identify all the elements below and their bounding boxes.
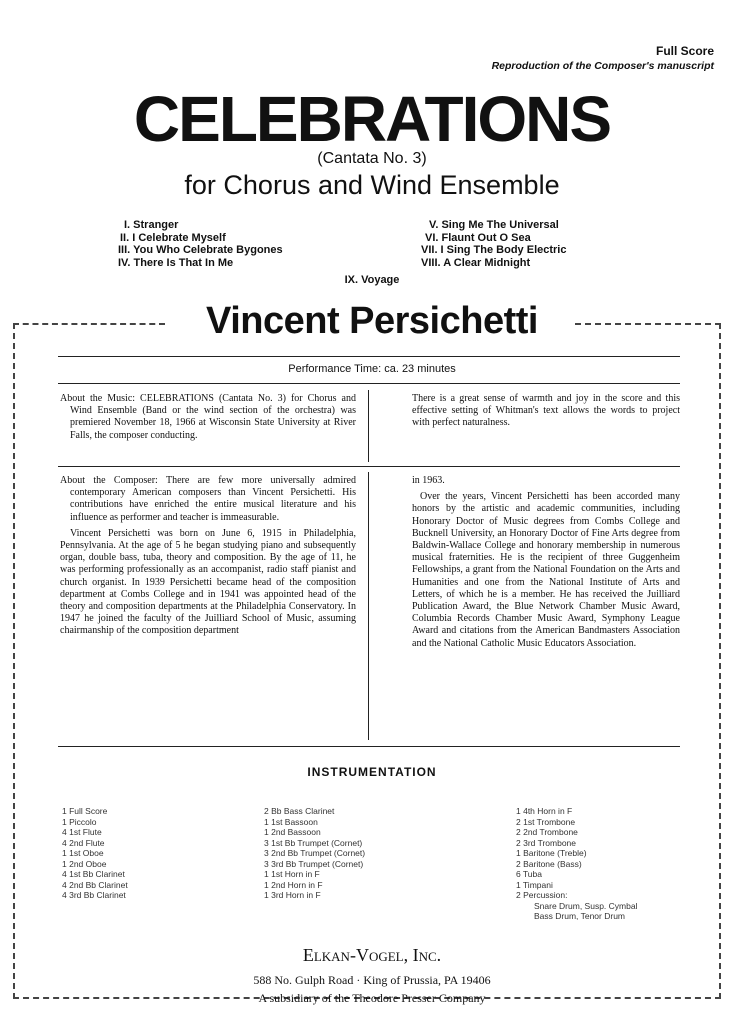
publisher-address: 588 No. Gulph Road · King of Prussia, PA 19406 <box>253 973 491 987</box>
movement-item: III. You Who Celebrate Bygones <box>118 244 283 256</box>
list-item: Bass Drum, Tenor Drum <box>534 911 626 921</box>
list-item: 1 4th Horn in F <box>516 806 573 816</box>
page-title: CELEBRATIONS <box>133 83 611 155</box>
list-item: 1 Timpani <box>516 879 553 890</box>
divider <box>58 356 680 357</box>
movement-item: VIII. A Clear Midnight <box>421 256 531 269</box>
subtitle-ensemble: for Chorus and Wind Ensemble <box>184 170 560 200</box>
publisher-name: Elkan-Vogel, Inc. <box>302 945 442 965</box>
list-item: 1 3rd Horn in F <box>264 890 321 900</box>
about-composer-p2: Vincent Persichetti was born on June 6, 1915 in Philadelphia, Pennsylvania. At the age of 5 he began studying piano and subsequently organ, double bass, tuba, theory and composition. By the age of 11, he was performing professionally as an accompanist, radio staff pianist and church organist. In 1939 Persichetti became head of the composition department at Combs College and in 1941 was appointed head of the theory and composition departments at the Philadelphia Conservatory. In 1947 he joined the faculty of the Juilliard School of Music, assuming chairmanship of the composition department <box>60 527 356 637</box>
divider <box>58 466 680 467</box>
list-item: 4 1st Flute <box>62 827 102 837</box>
divider <box>58 383 680 384</box>
list-item: 2 1st Trombone <box>516 816 576 827</box>
movement-item: VII. I Sing The Body Electric <box>421 244 567 256</box>
column-divider <box>368 472 369 740</box>
composer-name-text: Vincent Persichetti <box>198 300 546 342</box>
list-item: 2 2nd Trombone <box>516 827 578 837</box>
list-item: 4 1st Bb Clarinet <box>62 869 125 879</box>
list-item: 6 Tuba <box>516 869 542 879</box>
movements-right <box>421 219 566 269</box>
instrumentation-col-1 <box>62 806 128 901</box>
movement-final: IX. Voyage <box>344 274 400 286</box>
list-item: 4 3rd Bb Clarinet <box>62 890 126 900</box>
list-item: 1 2nd Bassoon <box>264 827 321 837</box>
list-item: 1 Piccolo <box>62 816 97 827</box>
column-divider <box>368 390 369 462</box>
list-item: 3 3rd Bb Trumpet (Cornet) <box>264 858 364 869</box>
movements-left <box>118 219 283 269</box>
list-item: 1 Baritone (Treble) <box>516 848 587 858</box>
about-composer-p4: Over the years, Vincent Persichetti has been accorded many honors by the artistic and academic communities, including Honorary Doctor of Music degrees from Combs College and Bucknell University, an Honorary Doctor of Fine Arts degree from Baldwin-Wallace College and honorary membership in numerous musical fraternities. He is the recipient of three Guggenheim Fellowships, a grant from the National Foundation on the Arts and Humanities and one from the National Institute of Arts and Letters, of which he is a member. He has received the Juilliard Publication Award, the Blue Network Chamber Music Award, Columbia Records Chamber Music Award, Symphony League Award and citations from the American Bandmasters Association and the National Catholic Music Educators Association. <box>412 491 680 649</box>
list-item: 2 Bb Bass Clarinet <box>264 806 335 816</box>
reproduction-note: Reproduction of the Composer's manuscript <box>491 60 714 72</box>
score-label <box>492 44 714 74</box>
about-composer-p1: About the Composer: There are few more universally admired contemporary American composers than Vincent Persichetti. His contributions have enriched the entire musical literature and his influence as performer and teacher is immeasurable. <box>60 475 356 523</box>
list-item: 1 1st Bassoon <box>264 816 318 827</box>
list-item: 1 1st Oboe <box>62 848 104 858</box>
list-item: 2 Baritone (Bass) <box>516 858 582 869</box>
about-composer-p3: in 1963. <box>412 475 445 486</box>
movement-item: V. Sing Me The Universal <box>429 219 559 231</box>
subtitle: (Cantata No. 3) <box>317 150 427 167</box>
movement-item: VI. Flaunt Out O Sea <box>425 231 531 244</box>
list-item: 1 Full Score <box>62 806 108 816</box>
about-composer-left <box>60 475 356 642</box>
list-item: 4 2nd Bb Clarinet <box>62 879 128 890</box>
list-item: 3 1st Bb Trumpet (Cornet) <box>264 837 363 848</box>
list-item: 2 3rd Trombone <box>516 837 577 848</box>
list-item: 1 1st Horn in F <box>264 869 320 879</box>
instrumentation-col-3 <box>516 806 637 922</box>
about-music-right-text: There is a great sense of warmth and joy in the score and this effective setting of Whitman's text allows the words to project with perfect naturalness. <box>412 393 680 429</box>
publisher-subsidiary: A subsidiary of the Theodore Presser Company <box>258 991 486 1005</box>
movement-item: I. Stranger <box>124 219 179 231</box>
list-item: 1 2nd Oboe <box>62 858 107 869</box>
movement-item: II. I Celebrate Myself <box>120 231 226 244</box>
list-item: Snare Drum, Susp. Cymbal <box>534 900 638 911</box>
list-item: 1 2nd Horn in F <box>264 879 323 890</box>
list-item: 4 2nd Flute <box>62 837 105 848</box>
about-music-left <box>60 393 356 446</box>
about-composer-right <box>412 475 680 654</box>
list-item: 3 2nd Bb Trumpet (Cornet) <box>264 848 366 858</box>
about-music-right <box>412 393 680 434</box>
instrumentation-title: INSTRUMENTATION <box>307 765 437 779</box>
full-score-label: Full Score <box>655 44 714 58</box>
list-item: 2 Percussion: <box>516 890 568 900</box>
performance-time: Performance Time: ca. 23 minutes <box>288 363 456 375</box>
about-music-text: About the Music: CELEBRATIONS (Cantata No. 3) for Chorus and Wind Ensemble (Band or the wind section of the orchestra) was premiered November 18, 1966 at Wisconsin State University at River Falls, the composer conducting. <box>60 393 356 441</box>
divider <box>58 746 680 747</box>
composer-name <box>0 300 744 343</box>
movement-item: IV. There Is That In Me <box>118 256 234 269</box>
instrumentation-col-2 <box>264 806 365 901</box>
